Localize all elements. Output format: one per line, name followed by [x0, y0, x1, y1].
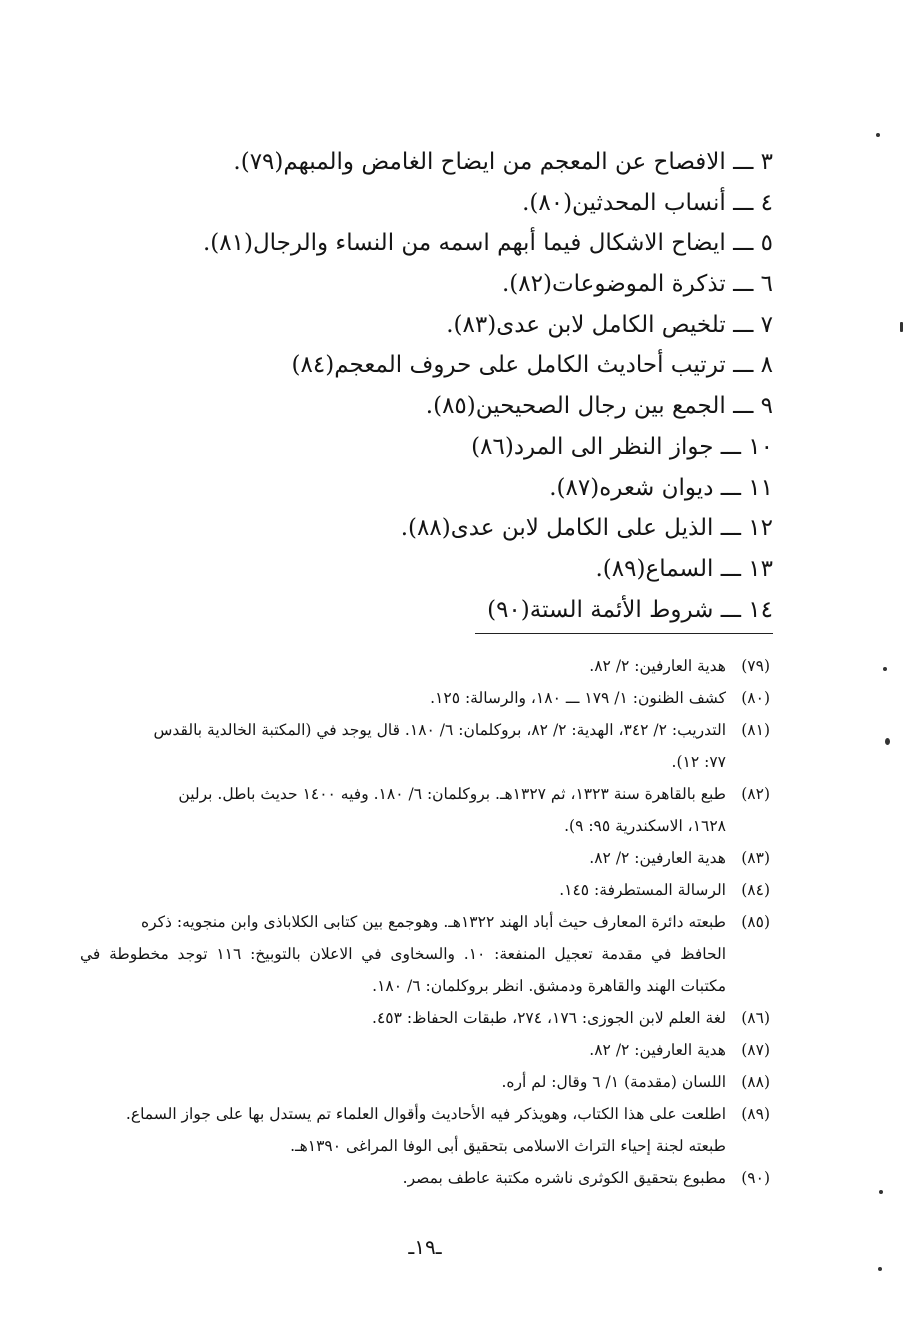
scan-speck [879, 1190, 883, 1194]
work-item [213, 427, 773, 468]
footnote-text: كشف الظنون: ١/ ١٧٩ ـــ ١٨٠، والرسالة: ١٢٥. [430, 689, 726, 707]
footnote [80, 1098, 770, 1130]
footnote-number: (٨٦) [741, 1009, 770, 1027]
page-number: ـ١٩ـ [408, 1235, 442, 1259]
footnote-number: (٨٨) [741, 1073, 770, 1091]
work-item [213, 142, 773, 183]
works-list [202, 142, 773, 630]
footnote-continuation: طبعته لجنة إحياء التراث الاسلامى بتحقيق أبى الوفا المراغى ١٣٩٠هـ. [290, 1137, 726, 1155]
footnote [80, 650, 770, 682]
footnote [80, 842, 770, 874]
footnote-number: (٩٠) [741, 1169, 770, 1187]
scan-speck [883, 667, 887, 671]
footnote-number: (٨٠) [741, 689, 770, 707]
work-title: ـــ ايضاح الاشكال فيما أبهم اسمه من النساء والرجال(٨١). [202, 230, 754, 257]
work-title: ـــ الافصاح عن المعجم من ايضاح الغامض والمبهم(٧٩). [233, 149, 754, 175]
footnote-number: (٨١) [741, 721, 770, 739]
footnote-continuation: الحافظ في مقدمة تعجيل المنفعة: ١٠. والسخاوى في الاعلان بالتوبيخ: ١١٦ توجد مخطوطة في مكتبات الهند والقاهرة ودمشق. انظر بروكلمان: ٦/ ١٨٠. [80, 945, 727, 995]
work-item [213, 508, 773, 549]
work-title: ـــ الذيل على الكامل لابن عدى(٨٨). [400, 515, 741, 542]
work-number: ٨ [760, 352, 773, 379]
footnote-text: هدية العارفين: ٢/ ٨٢. [589, 657, 726, 675]
footnote [80, 1034, 770, 1066]
scan-speck [878, 1267, 882, 1271]
work-title: ـــ ترتيب أحاديث الكامل على حروف المعجم(٨٤) [291, 352, 754, 379]
footnote-continuation: ١٦٢٨، الاسكندرية ٩٥: ٩). [564, 817, 726, 835]
work-item [213, 468, 773, 509]
scan-speck [876, 133, 880, 137]
work-number: ١٠ [748, 433, 773, 460]
work-title: ـــ السماع(٨٩). [595, 555, 741, 582]
footnote-continuation: ٧٧: ١٢). [671, 753, 726, 771]
footnote-number: (٧٩) [741, 657, 770, 675]
work-number: ١٤ [748, 596, 773, 623]
work-item [213, 386, 773, 427]
work-number: ٩ [760, 393, 773, 420]
work-number: ٦ [760, 271, 773, 298]
footnote-text: التدريب: ٢/ ٣٤٢، الهدية: ٢/ ٨٢، بروكلمان: ٦/ ١٨٠. قال يوجد في (المكتبة الخالدية بالقدس [153, 721, 726, 739]
footnote [80, 778, 770, 810]
work-title: ـــ شروط الأئمة الستة(٩٠) [487, 596, 741, 623]
footnote-text: لغة العلم لابن الجوزى: ١٧٦، ٢٧٤، طبقات الحفاظ: ٤٥٣. [372, 1009, 726, 1027]
footnote [80, 1066, 770, 1098]
footnote-number: (٨٩) [741, 1105, 770, 1123]
work-title: ـــ ديوان شعره(٨٧). [549, 474, 741, 501]
work-number: ٣ [760, 149, 773, 175]
footnote-text: اللسان (مقدمة) ١/ ٦ وقال: لم أره. [501, 1073, 726, 1091]
footnote-text: طبع بالقاهرة سنة ١٣٢٣، ثم ١٣٢٧هـ. بروكلمان: ٦/ ١٨٠. وفيه ١٤٠٠ حديث باطل. برلين [178, 785, 726, 803]
work-title: ـــ تلخيص الكامل لابن عدى(٨٣). [446, 311, 754, 338]
footnote [80, 874, 770, 906]
footnote [80, 1162, 770, 1194]
work-item [213, 183, 773, 224]
work-number: ١٣ [748, 555, 773, 582]
footnote-text: مطبوع بتحقيق الكوثرى ناشره مكتبة عاطف بمصر. [402, 1169, 726, 1187]
work-item [213, 590, 773, 631]
work-title: ـــ تذكرة الموضوعات(٨٢). [501, 271, 754, 298]
work-item [213, 305, 773, 346]
work-number: ٥ [760, 230, 773, 257]
work-item [213, 264, 773, 305]
footnote-number: (٨٢) [741, 785, 770, 803]
work-item [213, 549, 773, 590]
footnote-number: (٨٤) [741, 881, 770, 899]
footnote [80, 682, 770, 714]
work-number: ٧ [760, 311, 773, 338]
scan-speck [900, 322, 903, 332]
footnote-text: الرسالة المستطرفة: ١٤٥. [559, 881, 726, 899]
work-number: ١٢ [748, 515, 773, 542]
work-title: ـــ أنساب المحدثين(٨٠). [522, 189, 754, 216]
work-item [213, 345, 773, 386]
footnote-number: (٨٣) [741, 849, 770, 867]
footnote-text: اطلعت على هذا الكتاب، وهويذكر فيه الأحاديث وأقوال العلماء تم يستدل بها على جواز السماع. [125, 1105, 726, 1123]
footnote-text: هدية العارفين: ٢/ ٨٢. [589, 1041, 726, 1059]
work-item [202, 223, 773, 264]
footnote-number: (٨٥) [741, 913, 770, 931]
work-number: ١١ [748, 474, 773, 501]
footnote-text: طبعته دائرة المعارف حيث أباد الهند ١٣٢٢هـ. وهوجمع بين كتابى الكلاباذى وابن منجويه: ذكره [140, 913, 726, 931]
footnote [80, 714, 770, 746]
footnotes [80, 650, 770, 1194]
work-number: ٤ [760, 189, 773, 216]
footnote-text: هدية العارفين: ٢/ ٨٢. [589, 849, 726, 867]
work-title: ـــ الجمع بين رجال الصحيحين(٨٥). [425, 393, 754, 420]
work-title: ـــ جواز النظر الى المرد(٨٦) [471, 433, 741, 460]
footnote-number: (٨٧) [741, 1041, 770, 1059]
footnote-separator [475, 633, 773, 634]
footnote [80, 1002, 770, 1034]
footnote [80, 906, 770, 938]
scan-speck [885, 738, 890, 745]
